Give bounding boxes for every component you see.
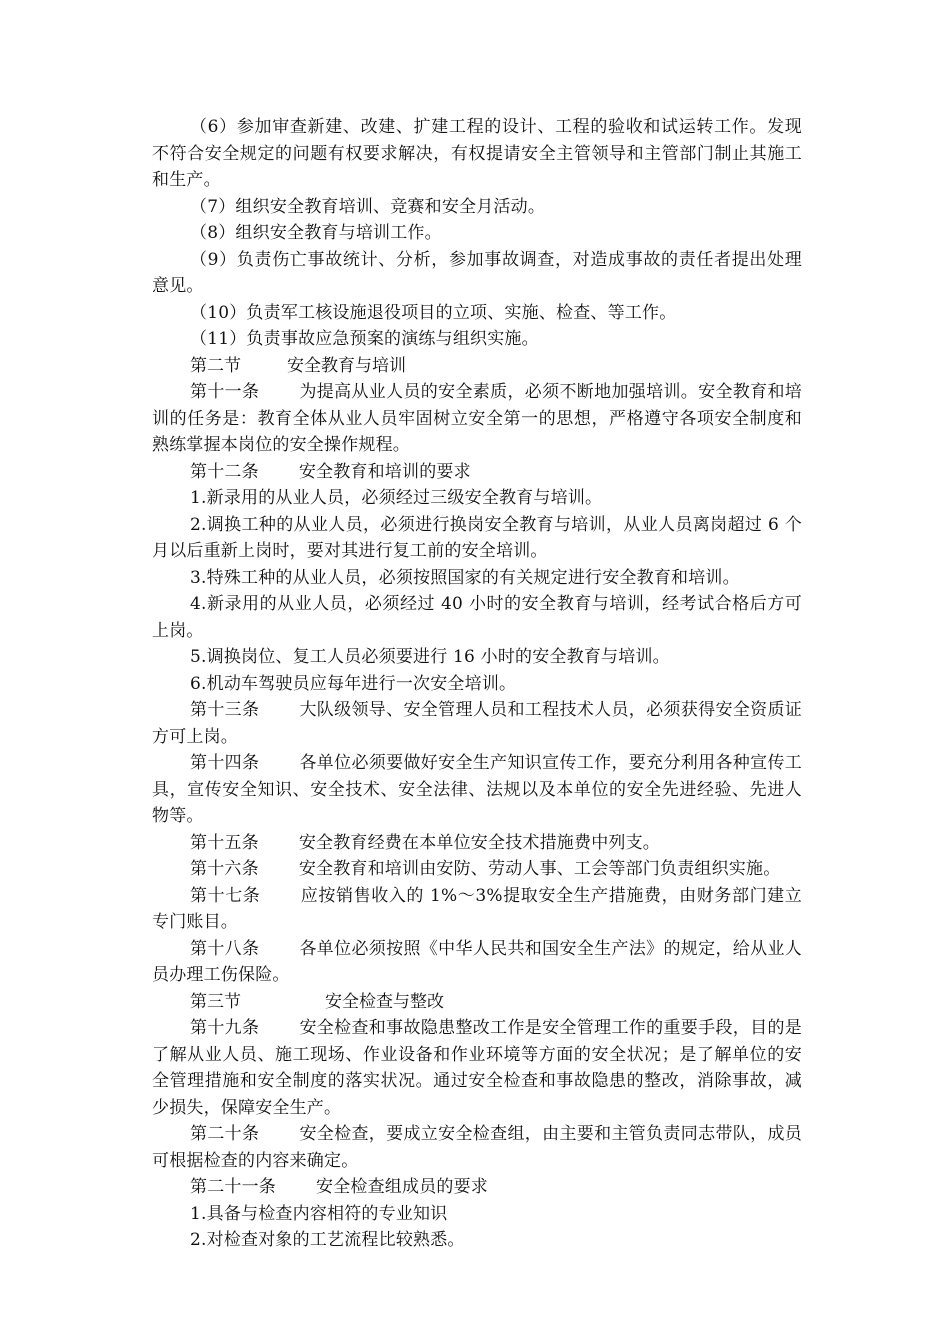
article-text: 安全教育和培训的要求 [298,461,471,482]
member-requirement-2: 2.对检查对象的工艺流程比较熟悉。 [190,1230,465,1250]
article-18 [152,936,802,989]
article-text: 各单位必须按照《中华人民共和国安全生产法》的规定，给从业人员办理工伤保险。 [152,938,802,985]
requirement-item-2: 2.调换工种的从业人员，必须进行换岗安全教育与培训，从业人员离岗超过 6 个月以后重新上岗时，要对其进行复工前的安全培训。 [152,514,802,561]
article-label: 第十五条 [190,832,259,853]
article-15 [152,830,802,857]
section-label: 第三节 [190,991,241,1012]
article-label: 第十九条 [190,1018,260,1038]
section-heading-3 [152,989,802,1016]
article-11 [152,379,802,459]
duty-item-10: （10）负责军工核设施退役项目的立项、实施、检查、等工作。 [190,302,677,323]
article-text: 为提高从业人员的安全素质，必须不断地加强培训。安全教育和培训的任务是：教育全体从业人员牢固树立安全第一的思想，严格遵守各项安全制度和熟练掌握本岗位的安全操作规程。 [152,382,802,455]
article-text: 各单位必须要做好安全生产知识宣传工作，要充分利用各种宣传工具，宣传安全知识、安全技术、安全法律、法规以及本单位的安全先进经验、先进人物等。 [152,753,802,826]
section-title: 安全教育与培训 [287,355,406,376]
requirement-item-5: 5.调换岗位、复工人员必须要进行 16 小时的安全教育与培训。 [190,647,670,667]
article-text: 安全教育和培训由安防、劳动人事、工会等部门负责组织实施。 [298,859,781,879]
article-19 [152,1015,802,1121]
article-21 [152,1174,802,1201]
section-title: 安全检查与整改 [325,991,444,1012]
article-text: 大队级领导、安全管理人员和工程技术人员，必须获得安全资质证方可上岗。 [152,700,802,747]
duty-item-11: （11）负责事故应急预案的演练与组织实施。 [190,329,539,349]
duty-item-8: （8）组织安全教育与培训工作。 [190,223,442,243]
duty-item-6: （6）参加审查新建、改建、扩建工程的设计、工程的验收和试运转工作。发现不符合安全规定的问题有权要求解决，有权提请安全主管领导和主管部门制止其施工和生产。 [152,117,802,190]
article-text: 安全检查和事故隐患整改工作是安全管理工作的重要手段，目的是了解从业人员、施工现场、作业设备和作业环境等方面的安全状况；是了解单位的安全管理措施和安全制度的落实状况。通过安全检查和事故隐患的整改，消除事故，减少损失，保障安全生产。 [152,1018,802,1118]
section-label: 第二节 [190,355,241,376]
requirement-item-4: 4.新录用的从业人员，必须经过 40 小时的安全教育与培训，经考试合格后方可上岗。 [152,594,802,641]
article-text: 安全检查组成员的要求 [316,1177,488,1197]
article-17 [152,883,802,936]
article-text: 安全教育经费在本单位安全技术措施费中列支。 [298,832,661,853]
requirement-item-6: 6.机动车驾驶员应每年进行一次安全培训。 [190,673,517,694]
article-label: 第十六条 [190,859,259,879]
requirement-item-1: 1.新录用的从业人员，必须经过三级安全教育与培训。 [190,488,603,508]
document-body [152,114,802,1254]
requirement-item-3: 3.特殊工种的从业人员，必须按照国家的有关规定进行安全教育和培训。 [190,567,740,588]
article-12 [152,459,802,486]
article-label: 第十四条 [190,753,260,773]
article-label: 第二十条 [190,1124,260,1144]
article-20 [152,1121,802,1174]
article-label: 第十二条 [190,461,259,482]
article-label: 第二十一条 [190,1177,276,1197]
section-heading-2 [152,353,802,380]
article-16 [152,856,802,883]
article-13 [152,697,802,750]
member-requirement-1: 1.具备与检查内容相符的专业知识 [190,1203,448,1224]
article-label: 第十七条 [190,885,261,906]
article-label: 第十三条 [190,700,260,720]
duty-item-9: （9）负责伤亡事故统计、分析，参加事故调查，对造成事故的责任者提出处理意见。 [152,249,802,296]
article-text: 安全检查，要成立安全检查组，由主要和主管负责同志带队，成员可根据检查的内容来确定。 [152,1124,802,1171]
article-label: 第十八条 [190,938,260,959]
duty-item-7: （7）组织安全教育培训、竞赛和安全月活动。 [190,196,546,217]
article-label: 第十一条 [190,382,260,402]
article-text: 应按销售收入的 1%～3%提取安全生产措施费，由财务部门建立专门账目。 [152,885,802,932]
article-14 [152,750,802,830]
